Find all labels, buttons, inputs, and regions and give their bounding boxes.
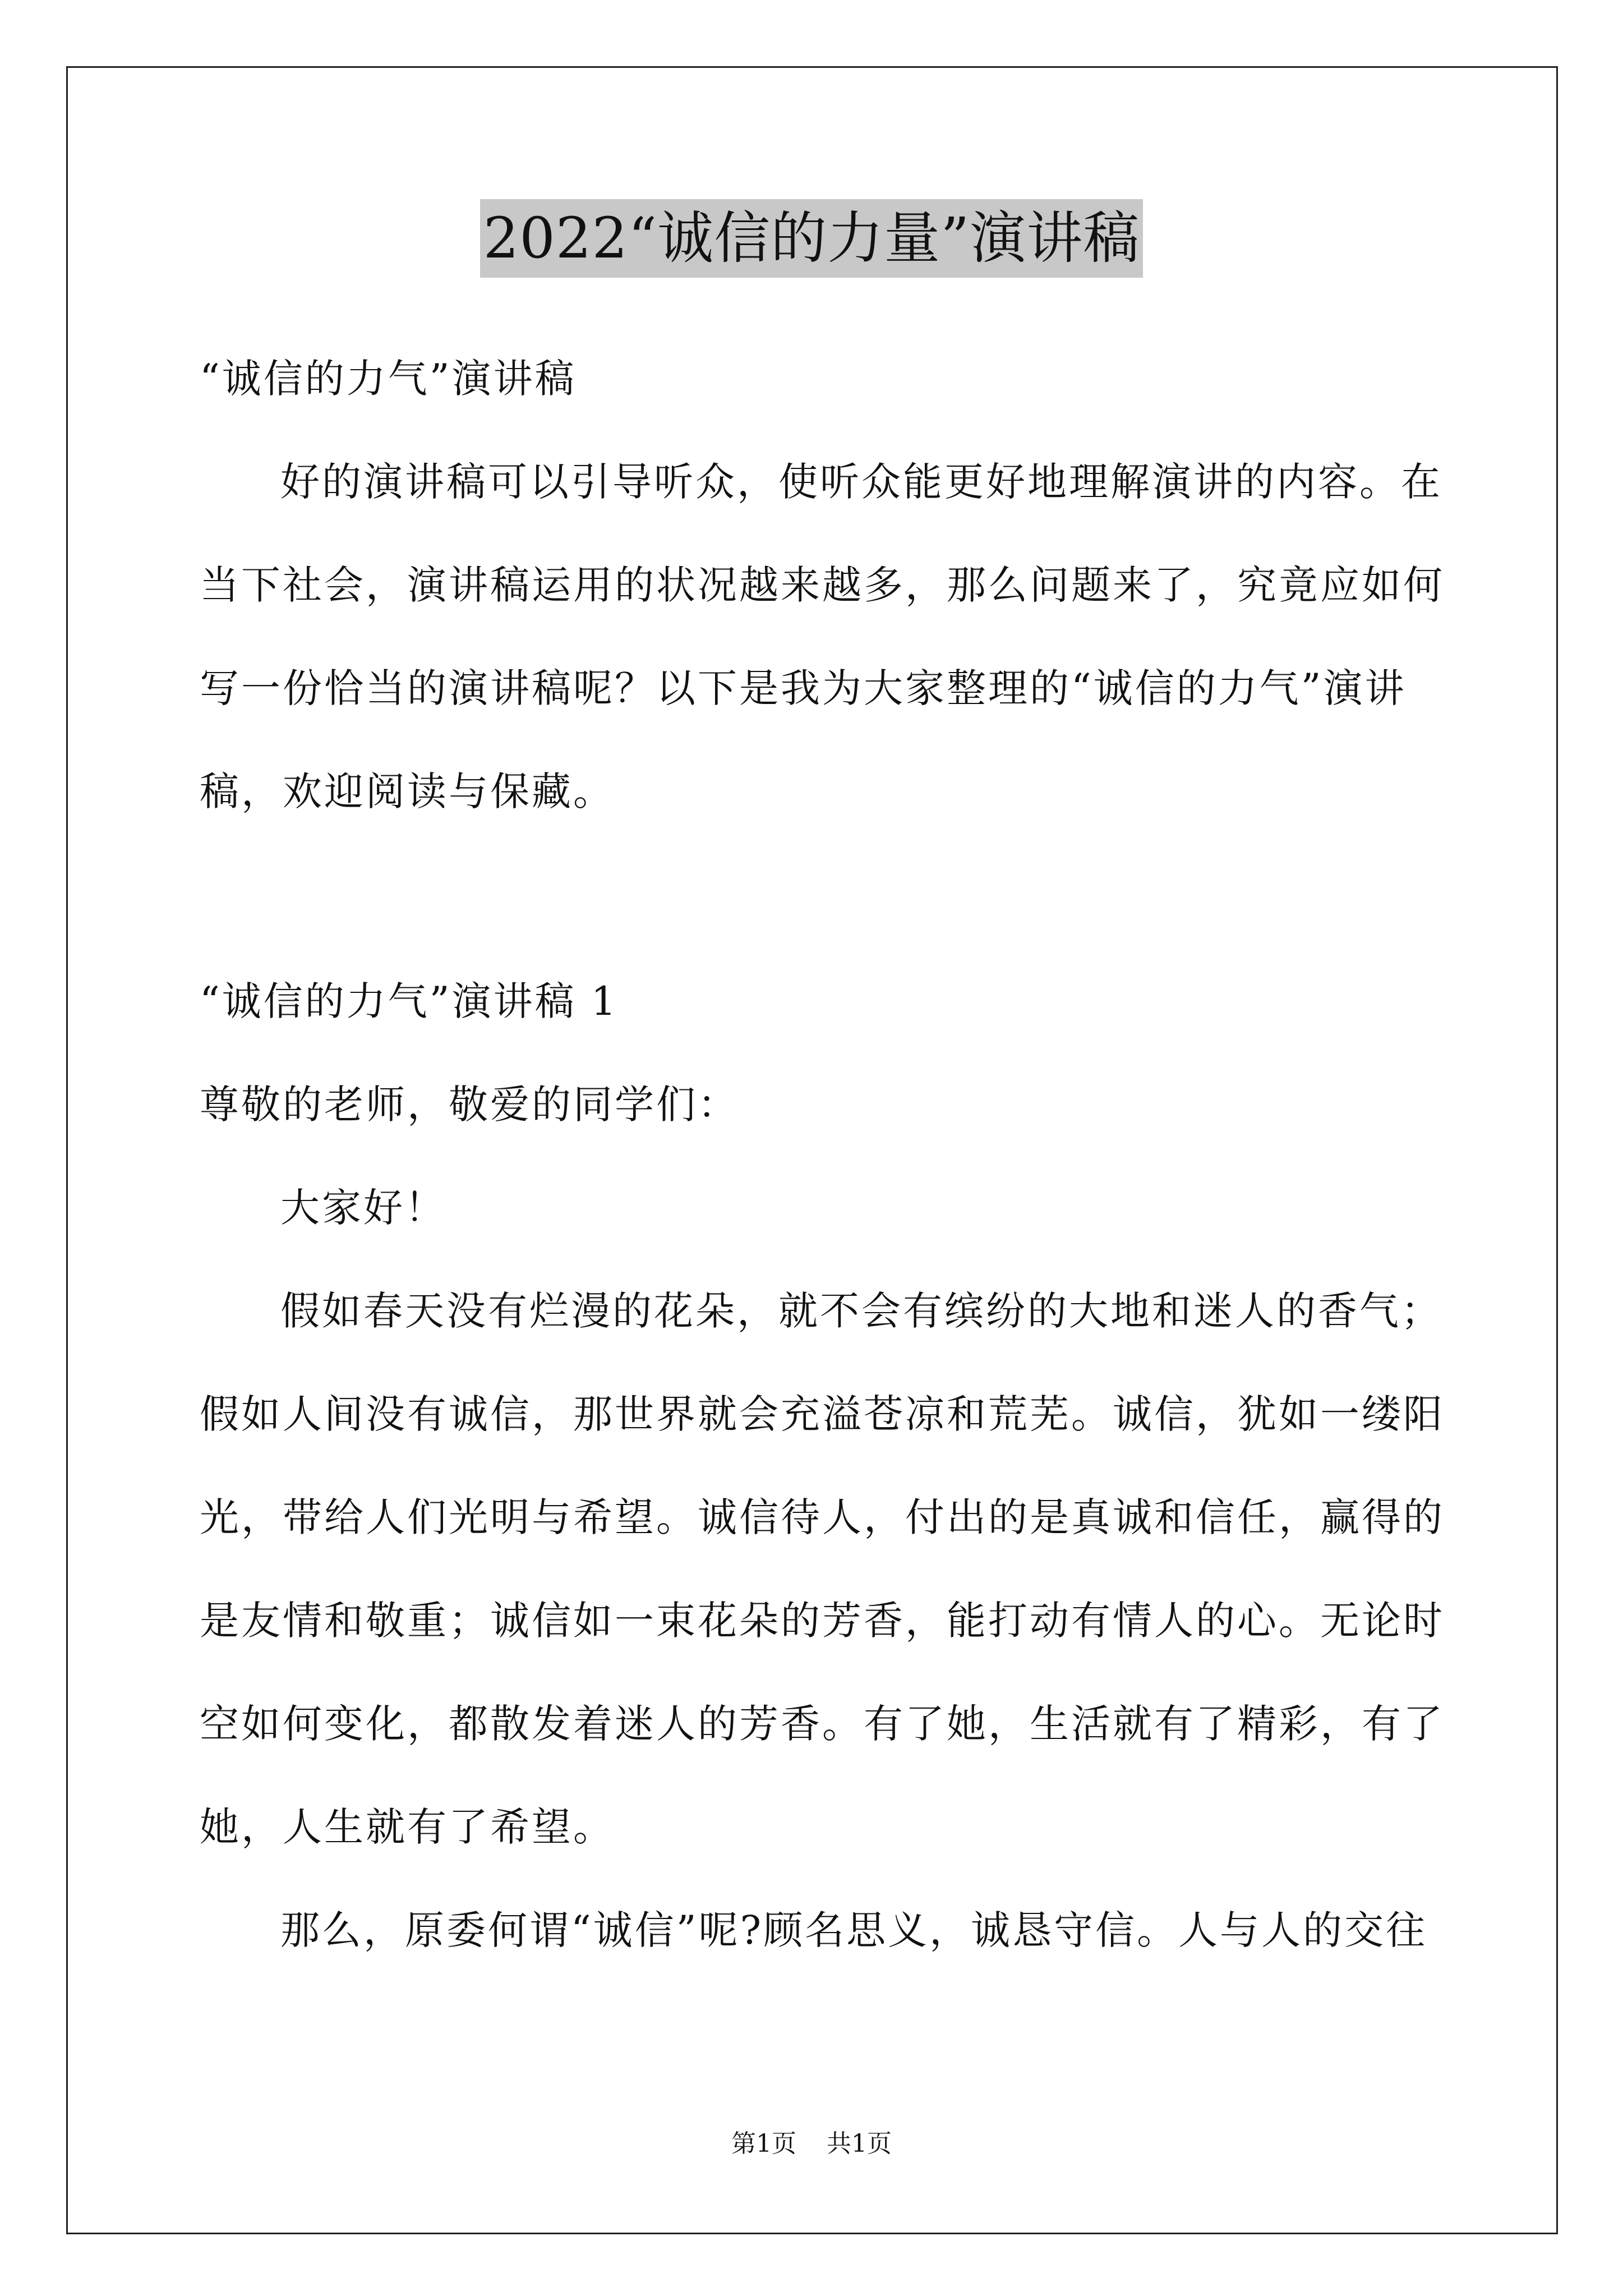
- intro-line: 写一份恰当的演讲稿呢？以下是我为大家整理的“诚信的力气”演讲: [200, 665, 1407, 711]
- paragraph-line: 那么，原委何谓“诚信”呢?顾名思义，诚恳守信。人与人的交往: [280, 1907, 1428, 1953]
- greeting: 大家好！: [280, 1185, 446, 1231]
- paragraph-line: 光，带给人们光明与希望。诚信待人，付出的是真诚和信任，赢得的: [200, 1494, 1445, 1540]
- intro-line: 好的演讲稿可以引导听众，使听众能更好地理解演讲的内容。在: [280, 459, 1442, 505]
- page-footer: [0, 2127, 1623, 2161]
- paragraph-line: 她，人生就有了希望。: [200, 1804, 615, 1850]
- intro-line: 当下社会，演讲稿运用的状况越来越多，那么问题来了，究竟应如何: [200, 562, 1445, 608]
- paragraph-line: 假如春天没有烂漫的花朵，就不会有缤纷的大地和迷人的香气；: [280, 1288, 1442, 1334]
- section-spacer: [200, 858, 1433, 965]
- paragraph-line: 是友情和敬重；诚信如一束花朵的芳香，能打动有情人的心。无论时: [200, 1598, 1445, 1644]
- page-total: 共1页: [827, 2129, 892, 2158]
- salutation: 尊敬的老师，敬爱的同学们：: [200, 1082, 739, 1128]
- intro-line: 稿，欢迎阅读与保藏。: [200, 769, 615, 815]
- document-body: [200, 342, 1445, 1997]
- subtitle: “诚信的力气”演讲稿: [200, 356, 577, 402]
- section-heading: “诚信的力气”演讲稿 1: [200, 978, 619, 1024]
- paragraph-line: 空如何变化，都散发着迷人的芳香。有了她，生活就有了精彩，有了: [200, 1701, 1445, 1747]
- document-title: 2022“诚信的力量”演讲稿: [480, 199, 1144, 278]
- title-container: [0, 199, 1623, 278]
- paragraph-line: 假如人间没有诚信，那世界就会充溢苍凉和荒芜。诚信，犹如一缕阳: [200, 1391, 1445, 1437]
- page-number: 第1页: [731, 2129, 796, 2158]
